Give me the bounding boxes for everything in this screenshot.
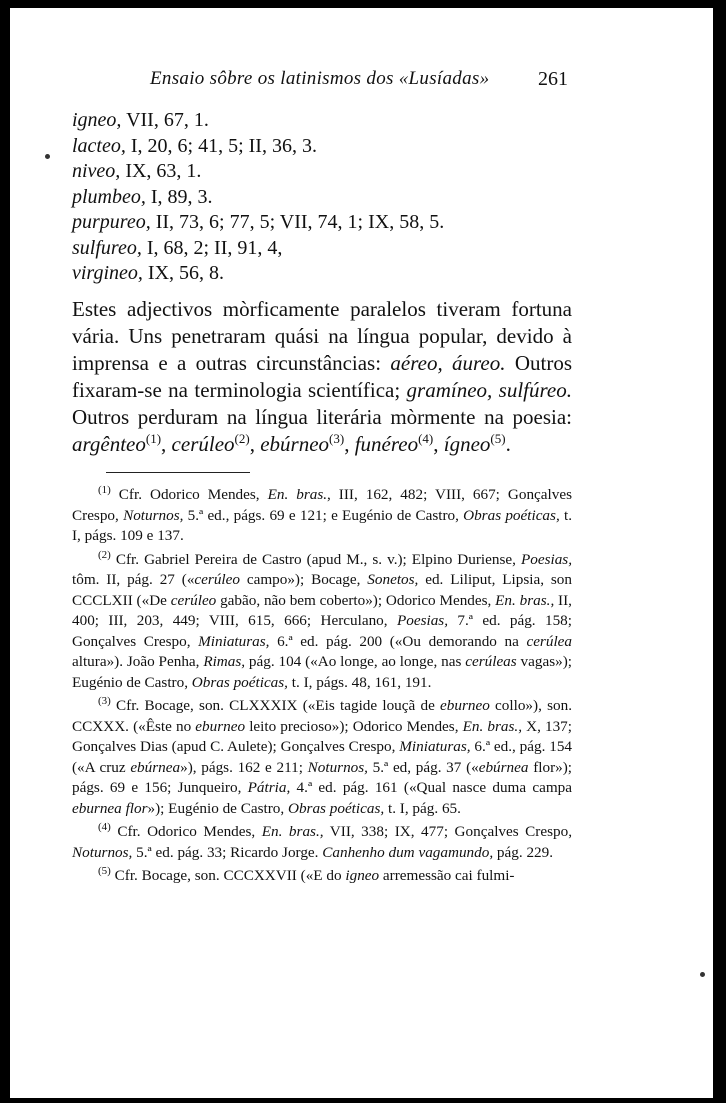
fn-italic: cerúlea [526,632,572,650]
fn-italic: Noturnos, [307,758,368,776]
list-word: purpureo, [72,211,151,233]
fn-text: 4.ª ed. pág. 161 («Qual nasce duma campa [290,779,572,796]
paragraph-text: fixaram-se na terminologia scientífica; [72,378,407,402]
fn-italic: Obras poéticas, [191,673,288,691]
fn-text: 7.ª ed. pág. 158; Gonçalves Crespo, [72,612,572,650]
speck-mark [45,154,50,159]
list-refs: IX, 63, 1. [120,160,202,182]
paragraph-line: Outros perduram na língua literária mòrmente na poesia: [72,405,572,429]
list-item [72,261,444,287]
fn-italic: En. bras., [495,591,555,609]
fn-text: tôm. II, pág. 27 (« [72,571,195,588]
paragraph-text: imprensa e a outras circunstâncias: [72,351,391,375]
fn-text: 5.ª ed, pág. 37 (« [367,758,479,776]
list-item [72,159,444,185]
fn-text: leito precioso»); Odorico Mendes, [245,717,463,735]
paragraph-line [72,350,572,377]
list-item [72,210,444,236]
fn-italic: En. bras. [267,486,328,503]
footnote-1 [72,485,572,547]
fn-italic: eburneo [440,697,490,714]
footnote-reference[interactable]: (2) [234,431,250,446]
paragraph-italic: cerúleo [171,432,235,456]
list-item [72,108,444,134]
footnote-5 [72,866,572,887]
fn-text: Cfr. Bocage, son. CCCXXVII («E do [110,867,346,884]
fn-italic: ebúrnea [130,758,181,776]
fn-italic: ebúrnea [478,758,529,776]
list-refs: I, 68, 2; II, 91, 4, [141,236,283,259]
fn-text: altura»). João Penha, [72,653,204,670]
paragraph-text: Outros [505,351,573,375]
paragraph-italic: gramíneo, sulfúreo. [406,378,572,402]
fn-text: gabão, não bem coberto»); Odorico Mendes, [216,591,496,609]
list-item [72,236,444,262]
fn-text: Cfr. Odorico Mendes, [110,823,262,840]
fn-text: pág. 104 («Ao longe, ao longe, nas [245,653,466,670]
paragraph-line: Estes adjectivos mòrficamente paralelos tiveram fortuna [72,297,572,321]
paragraph-text: . [505,432,511,456]
footnote-mark: (3) [98,694,111,707]
page-number: 261 [538,68,568,90]
fn-text: Cfr. Gabriel Pereira de Castro (apud M., s. v.); Elpino Duriense, [110,550,521,568]
fn-text: 5.ª ed. pág. 33; Ricardo Jorge. [132,843,323,861]
fn-italic: eburneo [195,717,246,735]
footnote-mark: (1) [98,483,111,496]
paragraph-line: vária. Uns penetraram quási na língua popular, devido à [72,324,572,348]
list-word: plumbeo, [72,185,146,208]
fn-italic: Obras poéticas, [463,506,560,524]
fn-text: II, 400; III, 203, 449; VIII, 615, 666; Herculano, [72,591,572,629]
footnote-reference[interactable]: (1) [145,431,162,446]
list-word: igneo, [72,109,122,131]
footnote-3 [72,696,572,819]
fn-italic: En. bras., [261,823,324,840]
page-header [10,68,713,94]
fn-italic: Pátria, [247,779,291,796]
word-list [72,108,444,287]
paragraph-text: , [249,432,261,456]
list-word: virgineo, [72,262,143,284]
footnote-4 [72,822,572,863]
fn-text: ed. Liliput, Lipsia, son CCCLXII («De [72,571,572,609]
list-item [72,134,444,160]
book-page [10,8,713,1098]
paragraph-italic: funéreo [354,432,419,456]
list-item [72,185,444,211]
paragraph-line [72,431,572,458]
fn-italic: Canhenho dum vagamundo, [322,843,494,861]
fn-text: , III, 162, 482; VIII, 667; Gonçalves Crespo, [72,486,572,524]
fn-italic: eburnea flor [72,799,148,817]
fn-text: collo»), son. CCXXX. («Êste no [72,697,572,735]
fn-italic: Noturnos, [123,506,184,524]
fn-text: X, 137; Gonçalves Dias (apud C. Aulete); Gonçalves Crespo, [72,717,572,755]
footnote-mark: (4) [98,820,111,833]
fn-italic: Sonetos, [367,571,419,588]
list-refs: I, 20, 6; 41, 5; II, 36, 3. [125,134,317,157]
fn-text: pág. 229. [493,843,554,861]
paragraph-italic: ebúrneo [260,432,330,456]
fn-text: VII, 338; IX, 477; Gonçalves Crespo, [323,823,572,840]
fn-italic: Miniaturas, [198,632,270,650]
fn-italic: Miniaturas, [399,738,471,755]
footnote-mark: (2) [98,548,111,561]
list-word: niveo, [72,160,121,182]
fn-text: 6.ª ed., pág. 154 («A cruz [72,738,573,776]
fn-text: campo»); Bocage, [239,571,368,588]
list-refs: VII, 67, 1. [121,109,209,131]
fn-italic: Rimas, [203,653,246,670]
body-paragraph [72,296,572,458]
fn-text: Cfr. Bocage, son. CLXXXIX («Eis tagide louçã de [110,697,441,714]
list-refs: II, 73, 6; 77, 5; VII, 74, 1; IX, 58, 5. [150,211,445,233]
paragraph-italic: aéreo, áureo. [390,351,506,375]
fn-italic: En. bras., [462,717,522,735]
footnote-2 [72,550,572,694]
fn-italic: Poesias, [520,550,572,568]
fn-text: t. I, pág. 65. [384,799,461,817]
running-title: Ensaio sôbre os latinismos dos «Lusíadas» [150,68,490,89]
list-word: sulfureo, [72,236,142,259]
speck-mark [700,972,705,977]
footnote-reference[interactable]: (4) [418,431,434,446]
fn-text: »); Eugénio de Castro, [147,799,288,817]
fn-italic: cerúleo [170,591,217,609]
paragraph-text: , [161,432,172,456]
footnote-divider [106,472,250,473]
fn-italic: Poesias, [396,612,448,629]
footnote-reference[interactable]: (3) [329,431,345,446]
paragraph-italic: ígneo [443,432,491,456]
footnote-reference[interactable]: (5) [490,431,506,446]
paragraph-text: , [433,432,444,456]
list-refs: IX, 56, 8. [142,262,225,284]
list-word: lacteo, [72,134,126,157]
fn-italic: cerúleas [465,653,517,670]
paragraph-text: , [344,432,355,456]
fn-text: vagas»); Eugénio de Castro, [72,653,572,691]
paragraph-line [72,377,572,404]
list-refs: I, 89, 3. [145,185,213,208]
fn-italic: Obras poéticas, [287,799,385,817]
fn-text: 6.ª ed. pág. 200 («Ou demorando na [269,632,527,650]
footnotes [72,485,572,890]
fn-text: t. I, págs. 48, 161, 191. [287,673,432,691]
fn-italic: cerúleo [194,571,240,588]
footnote-mark: (5) [98,864,111,877]
paragraph-italic: argênteo [72,432,146,456]
fn-text: t. I, págs. 109 e 137. [72,506,572,544]
fn-italic: Noturnos, [72,843,133,861]
fn-text: arremessão cai fulmi- [379,867,515,884]
fn-italic: igneo [345,867,380,884]
fn-text: »), págs. 162 e 211; [180,758,308,776]
fn-text: Cfr. Odorico Mendes, [110,486,268,503]
fn-text: 5.ª ed., págs. 69 e 121; e Eugénio de Castro, [183,506,464,524]
fn-text: flor»); págs. 69 e 156; Junqueiro, [72,758,572,796]
